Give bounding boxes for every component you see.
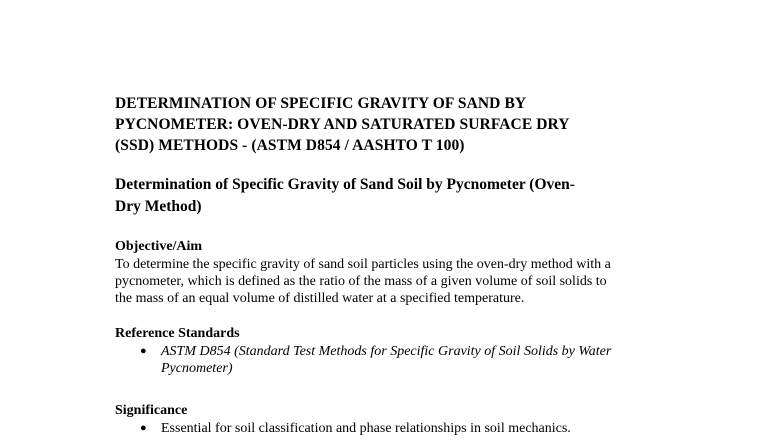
- bullet-icon: ●: [140, 345, 147, 357]
- reference-standards-heading: Reference Standards: [115, 326, 240, 341]
- objective-paragraph: [115, 256, 685, 307]
- objective-line-2: pycnometer, which is defined as the ratio of the mass of a given volume of soil solids to: [115, 274, 607, 289]
- main-title-line-2: PYCNOMETER: OVEN-DRY AND SATURATED SURFACE DRY: [115, 116, 570, 133]
- main-title: [115, 93, 675, 156]
- section-title-line-2: Dry Method): [115, 198, 202, 215]
- objective-heading: Objective/Aim: [115, 239, 203, 254]
- significance-line-1: Essential for soil classification and phase relationships in soil mechanics.: [161, 421, 571, 436]
- bullet-icon: ●: [140, 422, 147, 434]
- section-title: [115, 174, 675, 218]
- reference-standard-text: [161, 343, 681, 377]
- main-title-line-3: (SSD) METHODS - (ASTM D854 / AASHTO T 100): [115, 137, 465, 154]
- reference-standard-line-2: Pycnometer): [161, 361, 233, 376]
- significance-text: [161, 420, 681, 437]
- significance-heading: Significance: [115, 403, 188, 418]
- main-title-line-1: DETERMINATION OF SPECIFIC GRAVITY OF SAND BY: [115, 95, 527, 112]
- objective-line-3: the mass of an equal volume of distilled water at a specified temperature.: [115, 291, 525, 306]
- objective-line-1: To determine the specific gravity of sand soil particles using the oven-dry method with a: [115, 257, 611, 272]
- reference-standard-line-1: ASTM D854 (Standard Test Methods for Specific Gravity of Soil Solids by Water: [161, 344, 612, 359]
- section-title-line-1: Determination of Specific Gravity of Sand Soil by Pycnometer (Oven-: [115, 176, 575, 193]
